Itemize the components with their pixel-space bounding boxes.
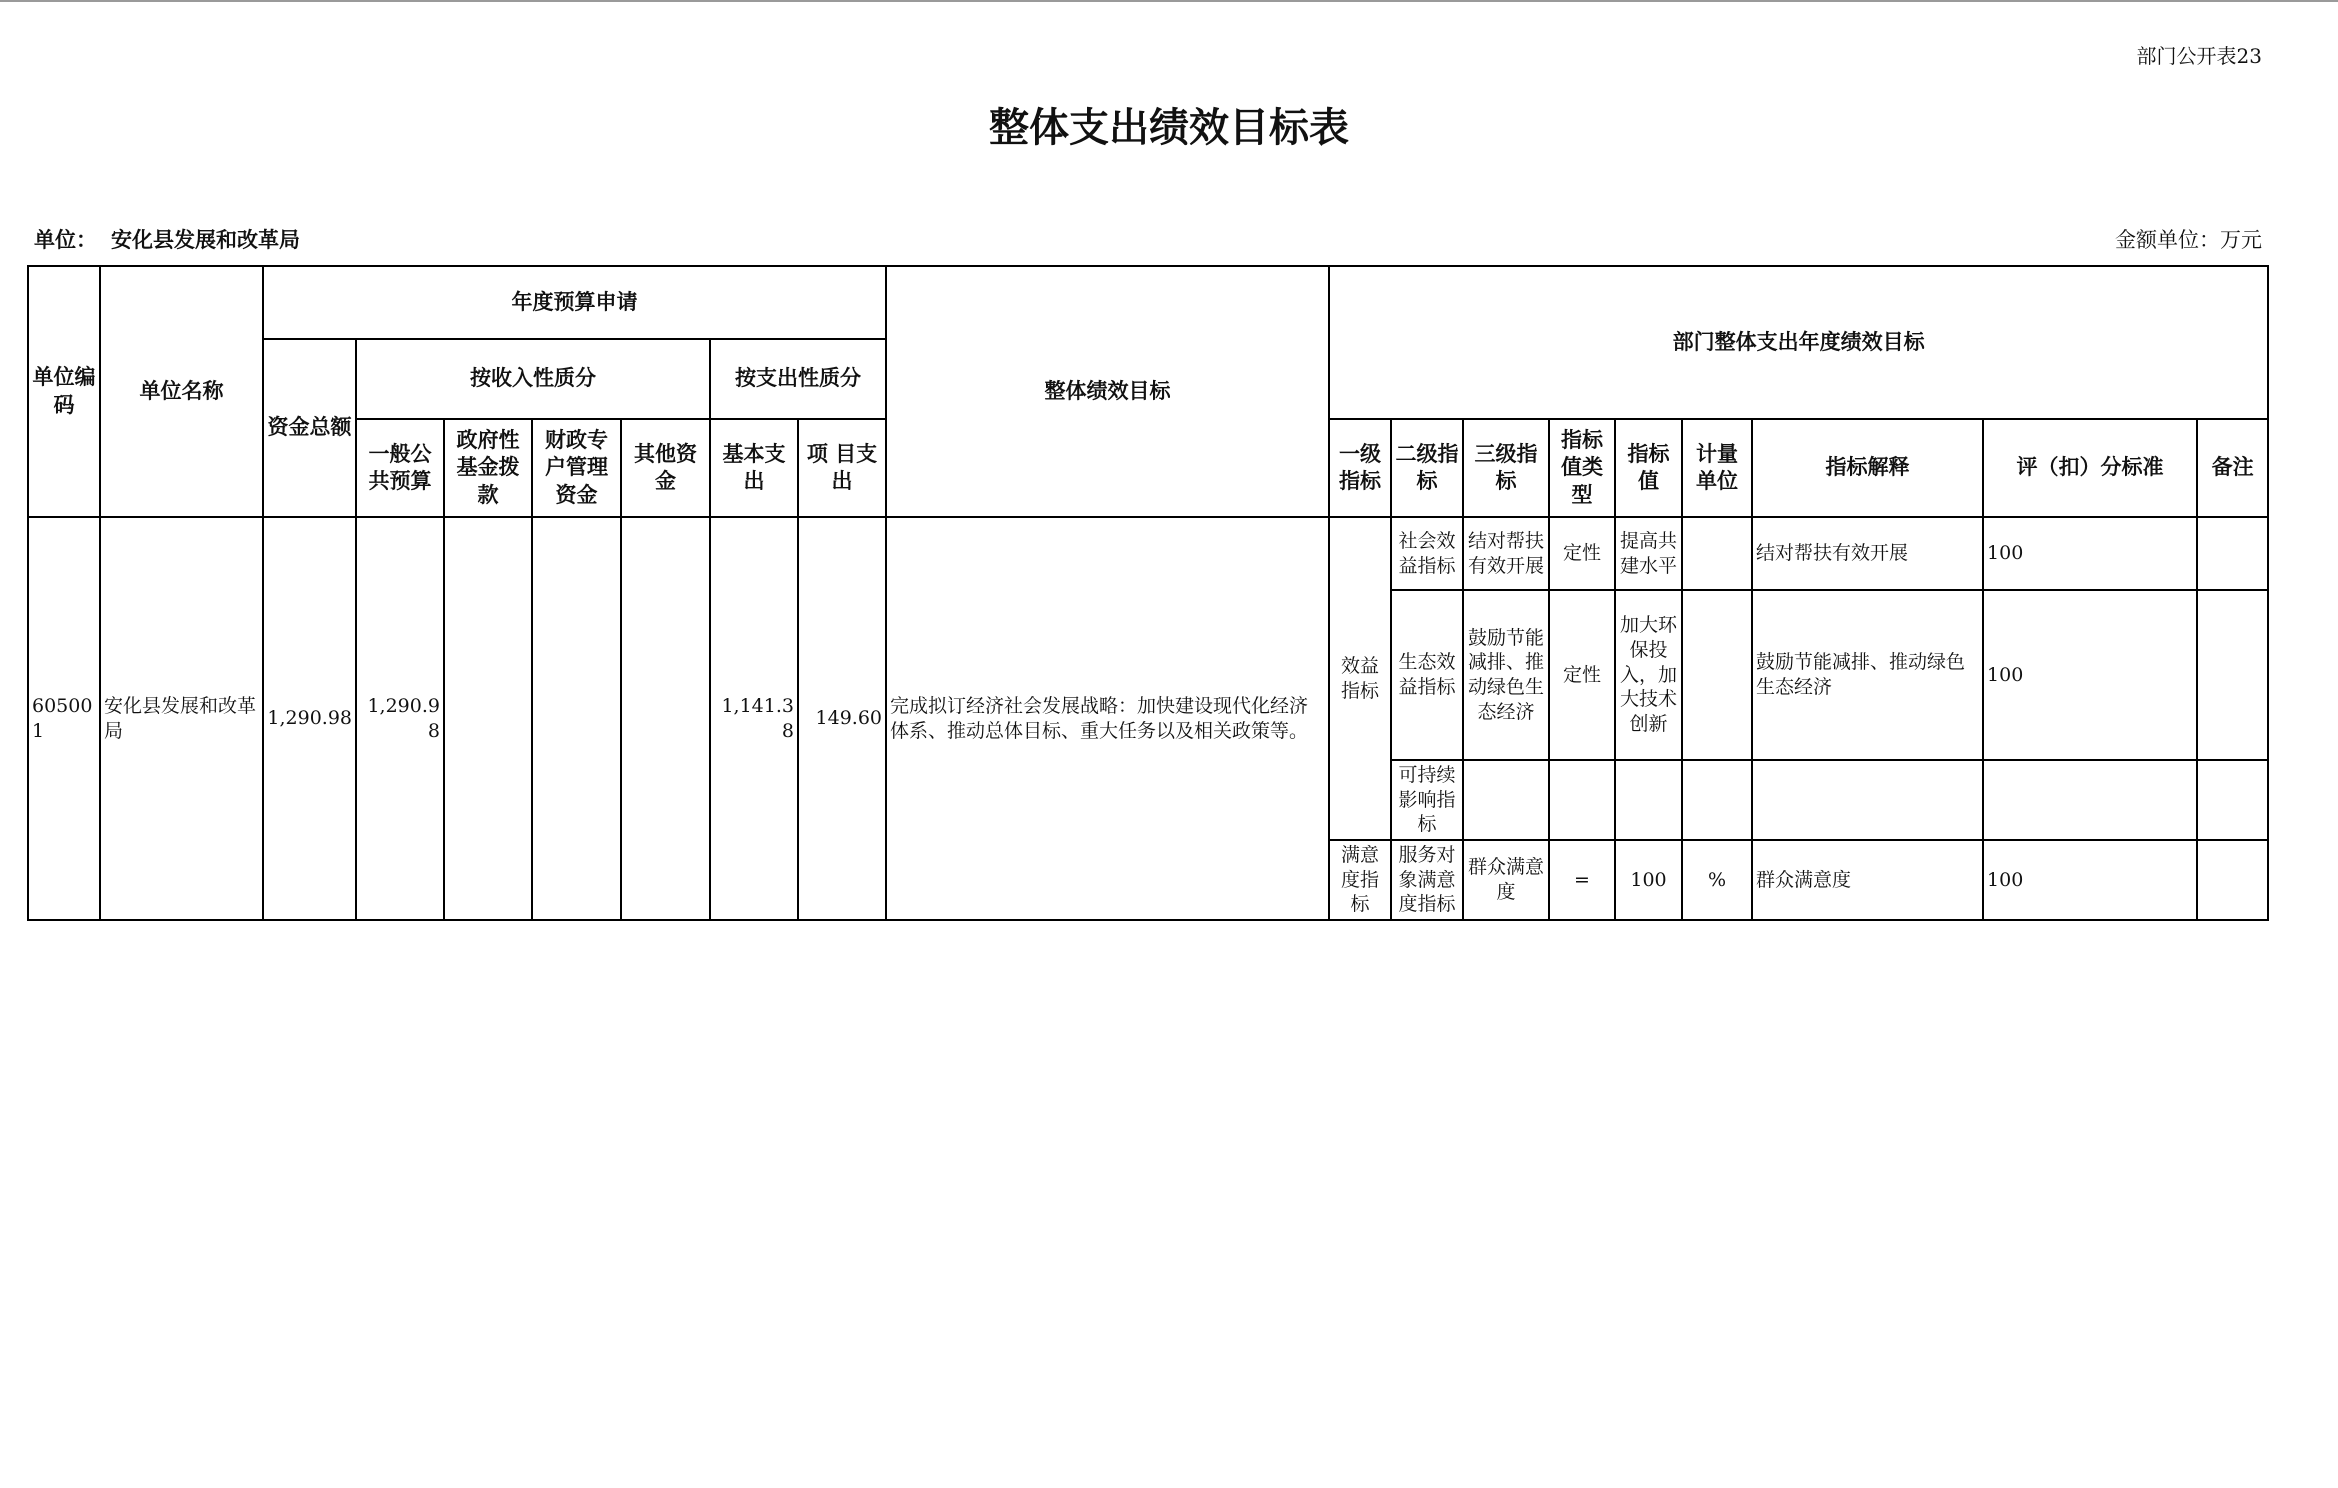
- header-other-funds: 其他资金: [621, 419, 710, 517]
- cell-explanation: 群众满意度: [1752, 840, 1983, 920]
- cell-level3: 群众满意度: [1463, 840, 1549, 920]
- cell-remarks: [2197, 517, 2268, 590]
- header-basic-expense: 基本支出: [710, 419, 798, 517]
- form-number: 部门公开表23: [2136, 44, 2262, 68]
- cell-indicator-value: 加大环保投入，加大技术创新: [1615, 590, 1682, 760]
- cell-scoring: [1983, 760, 2197, 840]
- cell-unit-name: 安化县发展和改革局: [100, 517, 263, 920]
- cell-basic-expense: 1,141.38: [710, 517, 798, 920]
- cell-explanation: 结对帮扶有效开展: [1752, 517, 1983, 590]
- header-level3: 三级指标: [1463, 419, 1549, 517]
- header-indicator-value: 指标值: [1615, 419, 1682, 517]
- cell-level3: [1463, 760, 1549, 840]
- header-remarks: 备注: [2197, 419, 2268, 517]
- header-gov-fund: 政府性基金拨款: [444, 419, 532, 517]
- header-dept-goal: 部门整体支出年度绩效目标: [1329, 266, 2268, 419]
- header-by-income: 按收入性质分: [356, 339, 710, 419]
- cell-scoring: 100: [1983, 517, 2197, 590]
- cell-level1: 满意度指标: [1329, 840, 1391, 920]
- header-general-budget: 一般公共预算: [356, 419, 444, 517]
- cell-explanation: [1752, 760, 1983, 840]
- cell-level3: 鼓励节能减排、推动绿色生态经济: [1463, 590, 1549, 760]
- cell-remarks: [2197, 590, 2268, 760]
- cell-remarks: [2197, 840, 2268, 920]
- header-level1: 一级指标: [1329, 419, 1391, 517]
- cell-total-funds: 1,290.98: [263, 517, 356, 920]
- cell-measure-unit: [1682, 760, 1752, 840]
- cell-gov-fund: [444, 517, 532, 920]
- header-overall-goal: 整体绩效目标: [886, 266, 1329, 517]
- cell-measure-unit: [1682, 517, 1752, 590]
- cell-level2: 社会效益指标: [1391, 517, 1463, 590]
- cell-value-type: =: [1549, 840, 1615, 920]
- performance-table: [27, 265, 2269, 921]
- cell-unit-code: 605001: [28, 517, 100, 920]
- cell-project-expense: 149.60: [798, 517, 886, 920]
- header-scoring: 评（扣）分标准: [1983, 419, 2197, 517]
- cell-indicator-value: 提高共建水平: [1615, 517, 1682, 590]
- cell-scoring: 100: [1983, 590, 2197, 760]
- cell-overall-goal: 完成拟订经济社会发展战略：加快建设现代化经济体系、推动总体目标、重大任务以及相关政策等。: [886, 517, 1329, 920]
- top-border: [0, 0, 2338, 2]
- cell-explanation: 鼓励节能减排、推动绿色生态经济: [1752, 590, 1983, 760]
- table-row: [28, 517, 2268, 590]
- cell-level2: 服务对象满意度指标: [1391, 840, 1463, 920]
- page-title: 整体支出绩效目标表: [989, 105, 1349, 151]
- header-level2: 二级指标: [1391, 419, 1463, 517]
- header-special-account: 财政专户管理资金: [532, 419, 621, 517]
- cell-level2: 生态效益指标: [1391, 590, 1463, 760]
- cell-value-type: 定性: [1549, 590, 1615, 760]
- cell-value-type: 定性: [1549, 517, 1615, 590]
- header-unit-name: 单位名称: [100, 266, 263, 517]
- cell-measure-unit: [1682, 590, 1752, 760]
- header-by-expense: 按支出性质分: [710, 339, 886, 419]
- unit-name: 安化县发展和改革局: [111, 228, 300, 252]
- unit-line: [34, 224, 314, 254]
- cell-scoring: 100: [1983, 840, 2197, 920]
- cell-level3: 结对帮扶有效开展: [1463, 517, 1549, 590]
- cell-level1: 效益指标: [1329, 517, 1391, 840]
- header-value-type: 指标值类型: [1549, 419, 1615, 517]
- cell-value-type: [1549, 760, 1615, 840]
- header-annual-budget: 年度预算申请: [263, 266, 886, 339]
- header-total-funds: 资金总额: [263, 339, 356, 517]
- cell-indicator-value: 100: [1615, 840, 1682, 920]
- cell-remarks: [2197, 760, 2268, 840]
- cell-general-budget: 1,290.98: [356, 517, 444, 920]
- header-project-expense: 项 目支出: [798, 419, 886, 517]
- cell-measure-unit: %: [1682, 840, 1752, 920]
- header-measure-unit: 计量单位: [1682, 419, 1752, 517]
- amount-unit: 金额单位：万元: [2115, 228, 2262, 252]
- header-explanation: 指标解释: [1752, 419, 1983, 517]
- unit-label: 单位：: [34, 228, 97, 252]
- cell-level2: 可持续影响指标: [1391, 760, 1463, 840]
- cell-special-account: [532, 517, 621, 920]
- cell-other-funds: [621, 517, 710, 920]
- header-unit-code: 单位编码: [28, 266, 100, 517]
- cell-indicator-value: [1615, 760, 1682, 840]
